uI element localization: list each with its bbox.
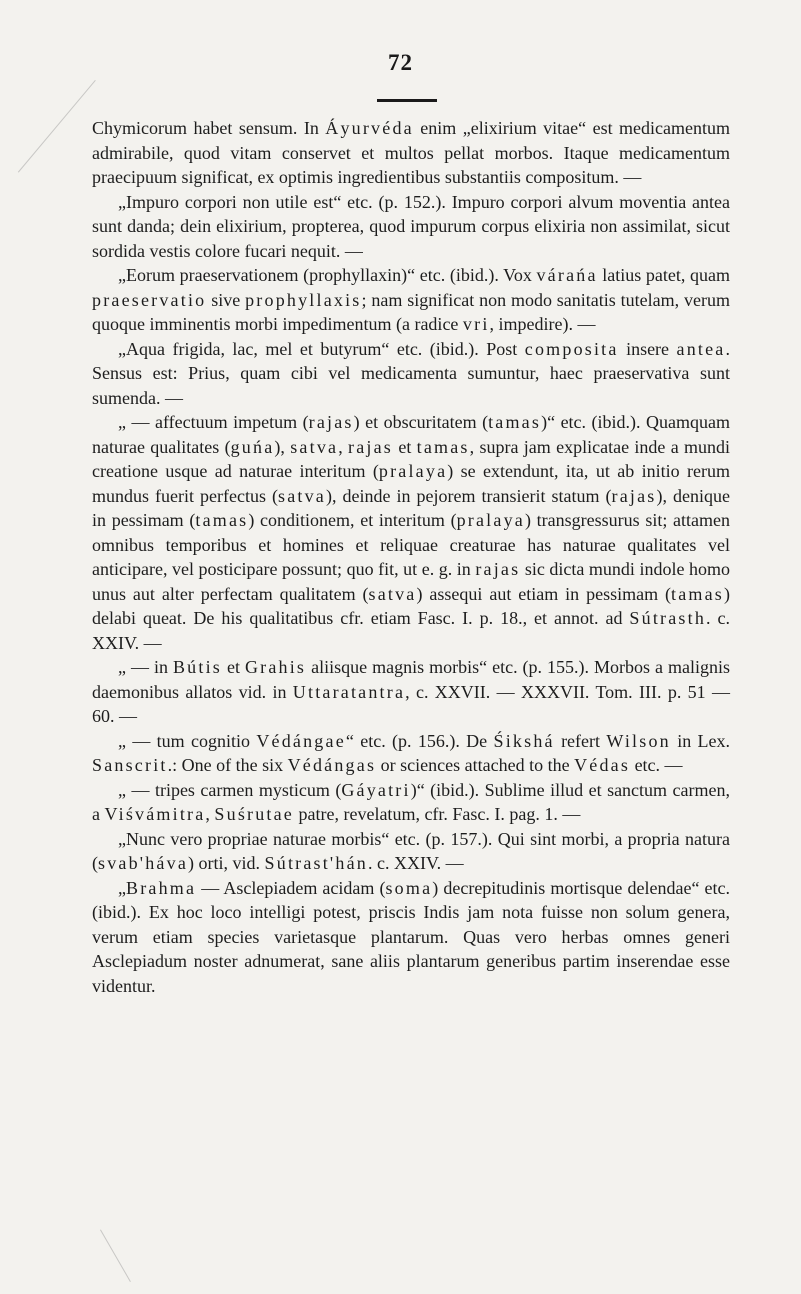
spaced-term: svab'háva: [98, 853, 189, 873]
text-run: ), deinde in pejorem transierit statum (: [325, 485, 612, 506]
spaced-term: praeservatio: [92, 289, 207, 310]
spaced-term: Sanscrit: [92, 755, 168, 775]
text-run: )“ etc. (ibid.). Quamquam naturae qualitates (: [92, 412, 731, 457]
spaced-term: Bútis: [172, 657, 222, 677]
text-run: „ — in: [118, 657, 173, 677]
spaced-term: Śikshá: [493, 730, 555, 751]
text-run: Chymicorum habet sensum. In: [92, 118, 326, 138]
text-run: „Aqua frigida, lac, mel et butyrum“ etc. (ibid.). Post: [118, 338, 525, 359]
text-run: insere: [618, 338, 677, 359]
text-run: .: One of the six: [167, 755, 288, 775]
text-run: „ — affectuum impetum (: [118, 412, 309, 432]
text-run: ) conditionem, et interitum (: [248, 510, 457, 530]
paragraph: [92, 337, 730, 411]
spaced-term: composita: [524, 338, 619, 359]
text-run: ), denique in pessimam (: [92, 485, 730, 530]
text-run: in Lex.: [670, 730, 731, 751]
text-run: „ — tripes carmen mysticum (: [118, 779, 342, 800]
spaced-term: pralaya: [456, 510, 525, 530]
paper-crease-line: [100, 1230, 131, 1282]
body-text: [92, 116, 730, 998]
spaced-term: Wilson: [606, 730, 671, 751]
paragraph: [92, 410, 730, 655]
text-run: „ — tum cognitio: [118, 730, 257, 751]
spaced-term: tamas: [488, 412, 542, 432]
paragraph: [92, 655, 730, 729]
text-run: latius patet, quam: [597, 265, 731, 285]
text-run: . Sensus est: Prius, quam cibi vel medicamenta sumuntur, haec praeservativa sunt sumenda. —: [92, 338, 730, 408]
spaced-term: tamas: [671, 583, 724, 604]
text-run: , supra jam explicatae inde a mundi creatione usque ad naturae interitum (: [92, 436, 731, 481]
spaced-term: Védángae: [256, 730, 346, 751]
text-run: sic dicta mundi indole homo unus aut alter perfectam qualitatem (: [92, 559, 730, 604]
spaced-term: tamas: [195, 510, 249, 530]
spaced-term: Grahis: [244, 657, 307, 677]
text-run: enim „elixirium vitae“ est medicamentum admirabile, quod vitam conservet et multos pellat morbos. Itaque medicamentum praecipuum significat, ex optimis ingredientibus substantiis compositum. —: [92, 118, 730, 187]
text-run: ) transgressurus sit; attamen omnibus temporibus et homines et reliquae creaturae has naturae qualitates vel anticipare, vel posticipare possunt; quo fit, ut e. g. in: [92, 510, 730, 579]
text-run: refert: [554, 730, 607, 751]
spaced-term: Brahma: [126, 877, 197, 898]
spaced-term: rajas: [308, 412, 354, 432]
spaced-term: rajas: [348, 436, 394, 457]
text-run: patre, revelatum, cfr. Fasc. I. pag. 1. —: [294, 804, 581, 824]
spaced-term: guńa: [230, 436, 275, 457]
text-run: , c. XXVII. — XXXVII. Tom. III. p. 51 — 60. —: [92, 681, 730, 726]
spaced-term: satva: [278, 485, 326, 506]
text-run: ,: [205, 804, 215, 824]
text-run: , impedire). —: [489, 314, 596, 334]
spaced-term: rajas: [611, 485, 657, 506]
spaced-term: Uttaratantra: [292, 681, 406, 702]
paragraph: [92, 778, 730, 827]
paper-crease-line: [18, 80, 96, 173]
text-run: . c. XXIV. —: [92, 608, 730, 653]
spaced-term: pralaya: [378, 461, 448, 481]
text-run: “ etc. (p. 156.). De: [345, 730, 494, 751]
text-run: — Asclepiadem acidam (: [196, 877, 386, 898]
text-run: sive: [206, 289, 246, 310]
paragraph: [92, 116, 730, 190]
spaced-term: Suśrutae: [214, 804, 294, 824]
page-number: 72: [388, 50, 413, 75]
paragraph: [92, 827, 730, 876]
text-run: ; nam significat non modo sanitatis tutelam, verum quoque imminentis morbi impedimentum (a radice: [92, 289, 730, 334]
spaced-term: Védángas: [287, 755, 377, 775]
paragraph: [92, 190, 730, 264]
text-run: etc. —: [630, 755, 683, 775]
spaced-term: Viśvámitra: [104, 804, 206, 824]
spaced-term: várańa: [536, 265, 598, 285]
paragraph: [92, 876, 730, 999]
text-run: „: [118, 877, 126, 898]
text-run: ) decrepitudinis mortisque delendae“ etc. (ibid.). Ex hoc loco intelligi potest, priscis Indis jam nota fuisse non solum genera, verum etiam species varietasque plantarum. Quas vero herbas omnes generi Asclepiadum noster adnumerat, sane aliis plantarum generibus partim inserendae esse videntur.: [92, 877, 730, 996]
text-run: „Nunc vero propriae naturae morbis“ etc. (p. 157.). Qui sint morbi, a propria natura (: [92, 828, 730, 873]
spaced-term: soma: [385, 877, 433, 898]
text-run: et: [221, 657, 245, 677]
text-run: ) et obscuritatem (: [353, 412, 489, 432]
spaced-term: satva: [290, 436, 339, 457]
spaced-term: tamas: [416, 436, 470, 457]
text-run: aliisque magnis morbis“ etc. (p. 155.). Morbos a malignis daemonibus allatos vid. in: [92, 657, 730, 702]
text-run: ,: [338, 436, 349, 457]
text-run: ) assequi aut etiam in pessimam (: [416, 583, 671, 604]
text-run: )“ (ibid.). Sublime illud et sanctum carmen, a: [92, 779, 730, 824]
spaced-term: Sútrast'hán: [264, 853, 368, 873]
spaced-term: Védas: [574, 755, 631, 775]
paragraph: [92, 729, 730, 778]
text-run: ),: [274, 436, 291, 457]
text-run: ) se extendunt, ita, ut ab initio rerum mundus fuerit perfectus (: [92, 461, 730, 506]
spaced-term: prophyllaxis: [245, 289, 362, 310]
spaced-term: Gáyatri: [341, 779, 411, 800]
text-run: ) orti, vid.: [188, 853, 265, 873]
spaced-term: vri: [462, 314, 490, 334]
text-run: ) delabi queat. De his qualitatibus cfr. etiam Fasc. I. p. 18., et annot. ad: [92, 583, 730, 628]
text-run: et: [393, 436, 417, 457]
text-run: or sciences attached to the: [376, 755, 575, 775]
header-rule: [377, 99, 437, 102]
spaced-term: Sútrasth: [629, 608, 707, 628]
paragraph: [92, 263, 730, 337]
spaced-term: antea: [676, 338, 726, 359]
spaced-term: satva: [368, 583, 417, 604]
spaced-term: Áyurvéda: [325, 118, 414, 138]
text-run: „Impuro corpori non utile est“ etc. (p. 152.). Impuro corpori alvum moventia antea sunt danda; dein elixirium, propterea, quod impurum corpus elixiria non assimilat, sicut sordida vestis colore fucari nequit. —: [92, 191, 730, 261]
text-run: „Eorum praeservationem (prophyllaxin)“ etc. (ibid.). Vox: [118, 265, 537, 285]
spaced-term: rajas: [475, 559, 521, 579]
text-run: . c. XXIV. —: [367, 853, 464, 873]
